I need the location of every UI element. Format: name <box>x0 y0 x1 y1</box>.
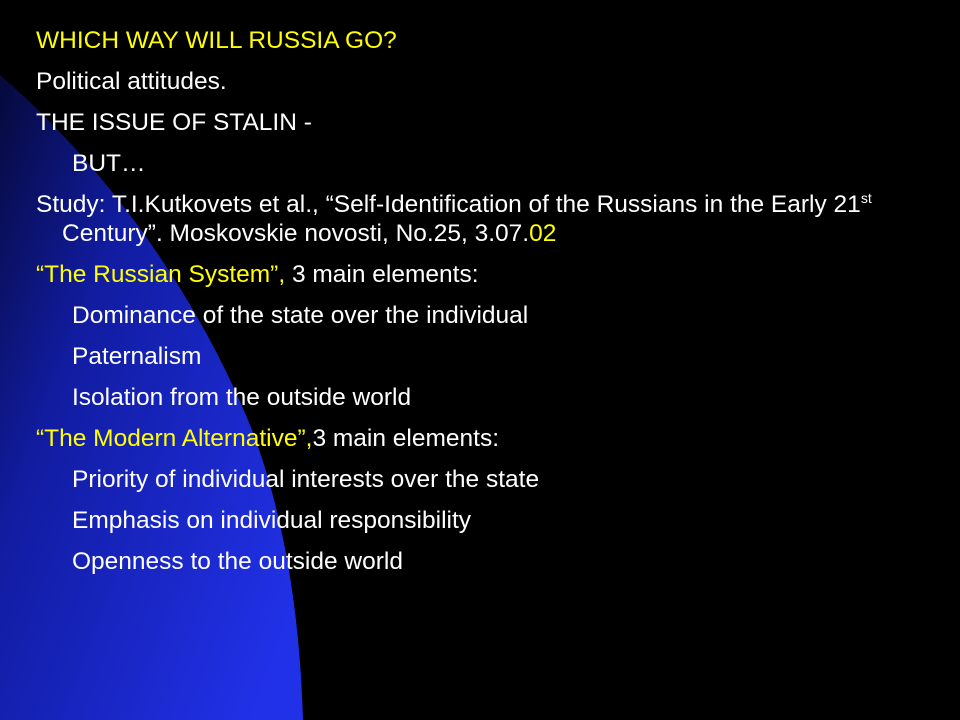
study-superscript: st <box>860 190 872 206</box>
modern-alternative-item: Priority of individual interests over the state <box>72 466 540 493</box>
stalin-issue-heading: THE ISSUE OF STALIN - <box>36 109 312 136</box>
russian-system-item: Paternalism <box>72 343 202 370</box>
study-text: Study: T.I.Kutkovets et al., “Self-Identification of the Russians in the Early 21 <box>36 191 861 218</box>
slide-title: WHICH WAY WILL RUSSIA GO? <box>36 27 397 54</box>
russian-system-name: “The Russian System”, <box>36 261 286 288</box>
study-date-highlight: 02 <box>529 220 557 247</box>
study-citation <box>36 190 936 248</box>
modern-alternative-rest: 3 main elements: <box>312 425 499 452</box>
russian-system-item: Dominance of the state over the individual <box>72 302 529 329</box>
modern-alternative-item: Openness to the outside world <box>72 548 403 575</box>
russian-system-item: Isolation from the outside world <box>72 384 412 411</box>
study-source: Century”. Moskovskie novosti, No.25, 3.07. <box>62 220 530 247</box>
subtitle: Political attitudes. <box>36 68 227 95</box>
modern-alternative-name: “The Modern Alternative”, <box>36 425 313 452</box>
russian-system-rest: 3 main elements: <box>285 261 479 288</box>
modern-alternative-heading <box>36 424 936 453</box>
slide-content <box>36 26 936 588</box>
russian-system-heading <box>36 260 936 289</box>
modern-alternative-item: Emphasis on individual responsibility <box>72 507 472 534</box>
but-line: BUT… <box>72 150 146 177</box>
